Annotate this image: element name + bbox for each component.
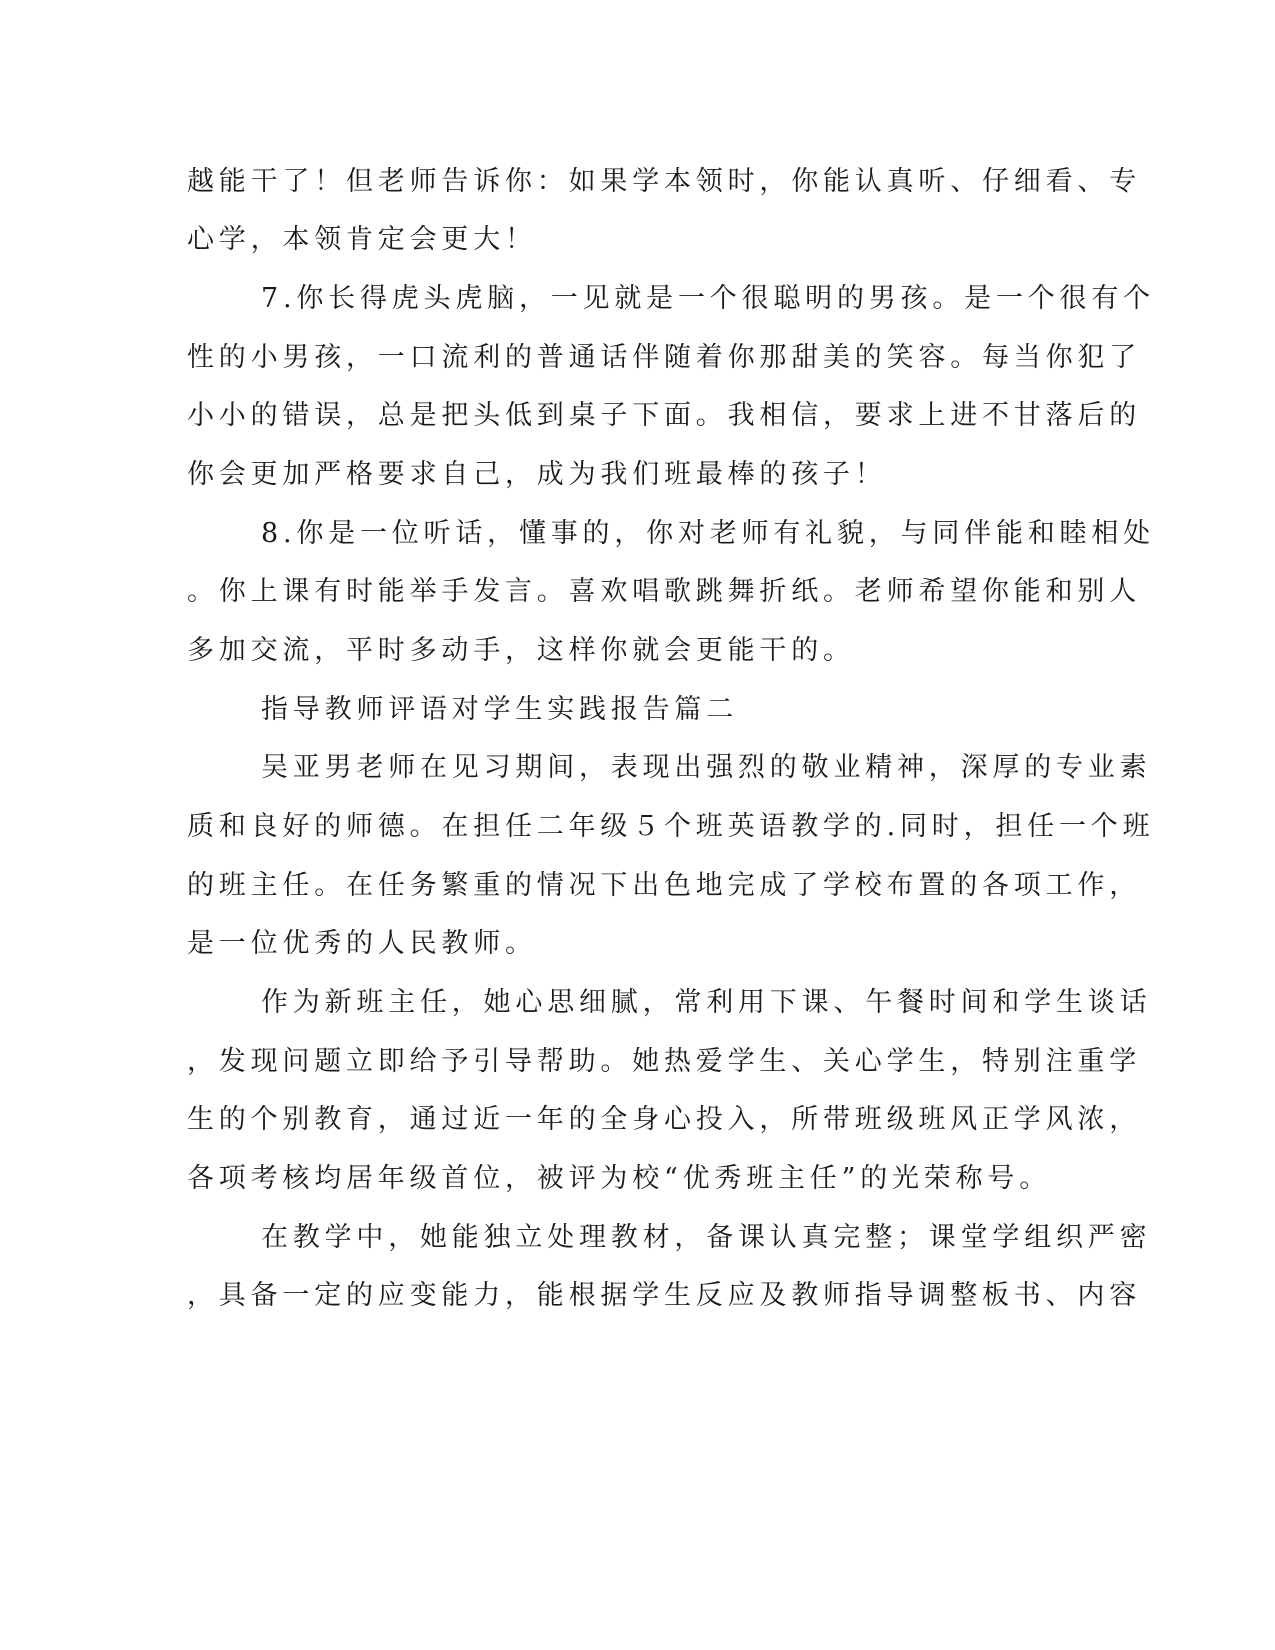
paragraph-7-start: 7.你长得虎头虎脑，一见就是一个很聪明的男孩。是一个很有个 [261,283,1155,314]
text-line: 是一位优秀的人民教师。 [187,928,537,959]
text-line: 你会更加严格要求自己，成为我们班最棒的孩子！ [187,459,887,490]
text-line: 质和良好的师德。在担任二年级５个班英语教学的.同时，担任一个班 [187,811,1155,842]
paragraph-start: 吴亚男老师在见习期间，表现出强烈的敬业精神，深厚的专业素 [261,752,1152,783]
text-line: ，具备一定的应变能力，能根据学生反应及教师指导调整板书、内容 [187,1280,1141,1311]
text-line: 心学，本领肯定会更大！ [187,224,537,255]
text-line: 。你上课有时能举手发言。喜欢唱歌跳舞折纸。老师希望你能和别人 [187,576,1141,607]
section-heading: 指导教师评语对学生实践报告篇二 [261,694,738,725]
paragraph-start: 作为新班主任，她心思细腻，常利用下课、午餐时间和学生谈话 [261,987,1152,1018]
paragraph-start: 在教学中，她能独立处理教材，备课认真完整；课堂学组织严密 [261,1222,1152,1253]
text-line: 各项考核均居年级首位，被评为校“优秀班主任”的光荣称号。 [187,1163,1052,1194]
text-line: ，发现问题立即给予引导帮助。她热爱学生、关心学生，特别注重学 [187,1046,1141,1077]
text-line: 多加交流，平时多动手，这样你就会更能干的。 [187,635,855,666]
text-line: 越能干了！但老师告诉你：如果学本领时，你能认真听、仔细看、专 [187,166,1141,197]
text-line: 生的个别教育，通过近一年的全身心投入，所带班级班风正学风浓， [187,1104,1141,1135]
paragraph-8-start: 8.你是一位听话，懂事的，你对老师有礼貌，与同伴能和睦相处 [261,518,1155,549]
text-line: 小小的错误，总是把头低到桌子下面。我相信，要求上进不甘落后的 [187,400,1141,431]
text-line: 性的小男孩，一口流利的普通话伴随着你那甜美的笑容。每当你犯了 [187,342,1141,373]
text-line: 的班主任。在任务繁重的情况下出色地完成了学校布置的各项工作， [187,870,1141,901]
